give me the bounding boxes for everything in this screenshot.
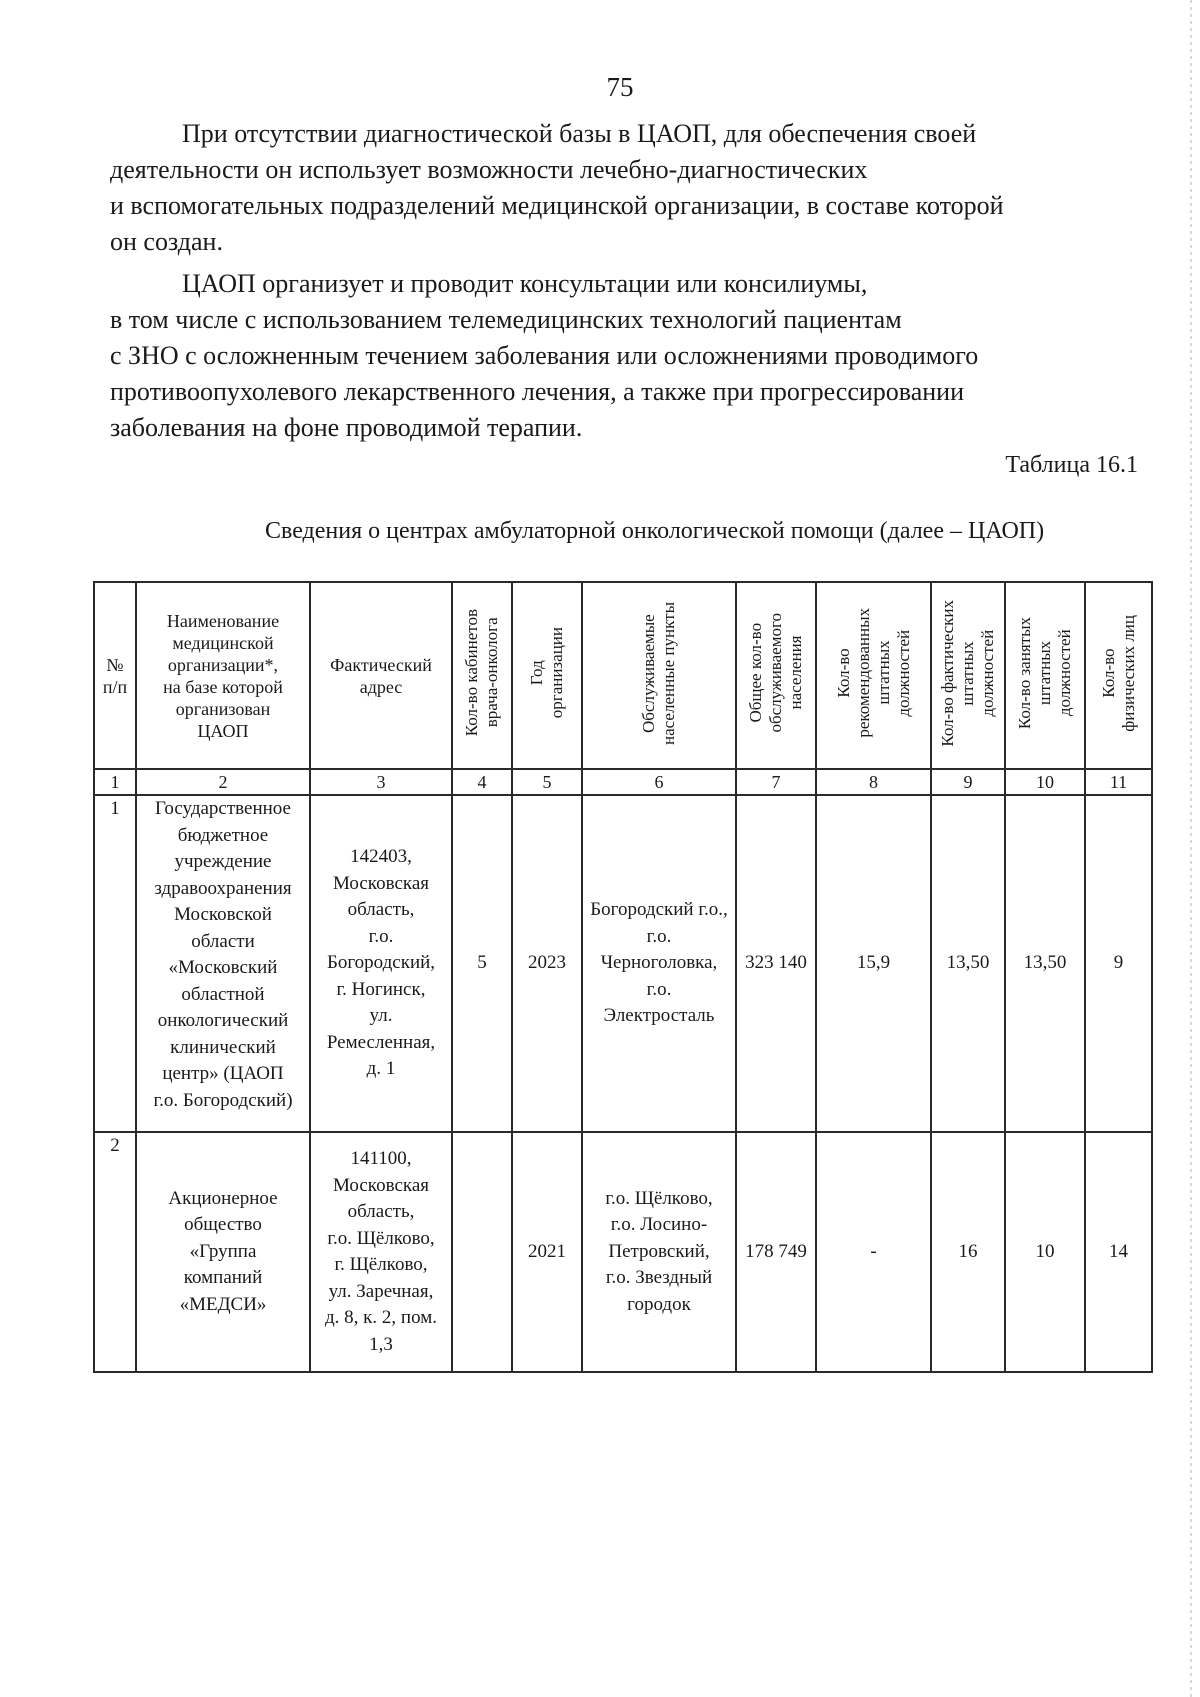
- cell-org: [136, 1132, 310, 1372]
- cell-line: 142403,: [350, 846, 412, 868]
- column-number: 10: [1005, 769, 1085, 795]
- table-header-row: [94, 582, 1152, 769]
- column-number: 11: [1085, 769, 1152, 795]
- paragraph-line: противоопухолевого лекарственного лечения, а также при прогрессировании: [110, 377, 964, 406]
- column-number: 4: [452, 769, 512, 795]
- cell-line: г.о. Богородский): [153, 1089, 293, 1111]
- header-line: обслуживаемого: [766, 613, 785, 733]
- cell-recommended: -: [816, 1132, 931, 1372]
- cell-population: 178 749: [736, 1132, 816, 1372]
- cell-org: [136, 795, 310, 1132]
- header-line: штатных: [958, 640, 977, 706]
- column-number: 5: [512, 769, 582, 795]
- cell-line: Акционерное: [168, 1187, 278, 1209]
- cell-cabinets: [452, 1132, 512, 1372]
- cell-line: клинический: [170, 1036, 276, 1058]
- header-line: Год: [527, 660, 546, 686]
- cell-line: городок: [627, 1293, 691, 1315]
- cell-persons: 14: [1085, 1132, 1152, 1372]
- column-number-row: [94, 769, 1152, 795]
- cell-line: г. Щёлково,: [334, 1254, 428, 1275]
- cell-line: г.о.: [646, 978, 672, 1000]
- cell-cabinets: 5: [452, 795, 512, 1132]
- header-line: населенные пункты: [659, 601, 678, 745]
- cell-settlements: [582, 1132, 736, 1372]
- cell-address: [310, 795, 452, 1132]
- cell-line: 141100,: [350, 1148, 412, 1169]
- cell-line: онкологический: [157, 1010, 289, 1031]
- header-line: врача-онколога: [482, 618, 501, 728]
- header-num: [94, 582, 136, 769]
- cell-line: Богородский г.о.,: [590, 899, 728, 921]
- cell-address: [310, 1132, 452, 1372]
- paragraph-line: с ЗНО с осложненным течением заболевания или осложнениями проводимого: [110, 341, 979, 370]
- cell-line: Черноголовка,: [600, 952, 718, 974]
- header-actual: [931, 582, 1005, 769]
- page-number: 75: [606, 72, 634, 102]
- header-cabinets: [452, 582, 512, 769]
- table-row: [94, 795, 1152, 1132]
- cell-recommended: 15,9: [816, 795, 931, 1132]
- header-line: Кол-во занятых: [1015, 616, 1034, 730]
- column-number: 2: [136, 769, 310, 795]
- cell-line: Государственное: [155, 798, 291, 819]
- header-line: на базе которой: [163, 676, 283, 697]
- header-line: штатных: [1035, 640, 1054, 706]
- cell-line: «Группа: [189, 1240, 257, 1262]
- header-line: Кол-во фактических: [938, 599, 957, 747]
- cell-line: 1,3: [369, 1333, 393, 1355]
- header-line: №: [106, 654, 124, 675]
- cell-line: Электросталь: [603, 1005, 715, 1027]
- paragraph-line: деятельности он использует возможности лечебно-диагностических: [110, 155, 868, 184]
- cell-line: области: [191, 930, 255, 952]
- column-number: 1: [94, 769, 136, 795]
- cell-line: область,: [347, 1201, 415, 1222]
- cell-occupied: 10: [1005, 1132, 1085, 1372]
- cell-line: г.о.: [368, 925, 394, 947]
- cell-line: компаний: [183, 1267, 263, 1289]
- header-occupied: [1005, 582, 1085, 769]
- cell-line: Богородский,: [326, 952, 436, 974]
- header-line: должностей: [978, 629, 997, 717]
- header-year: [512, 582, 582, 769]
- header-line: должностей: [893, 629, 913, 717]
- cell-line: ул. Заречная,: [328, 1280, 434, 1302]
- cell-line: г.о. Щёлково,: [327, 1227, 435, 1249]
- header-line: организации*,: [167, 654, 279, 675]
- cell-year: 2021: [512, 1132, 582, 1372]
- header-line: должностей: [1055, 629, 1074, 717]
- cell-line: д. 1: [366, 1058, 396, 1080]
- cell-line: бюджетное: [177, 824, 269, 846]
- column-number: 8: [816, 769, 931, 795]
- cell-actual: 16: [931, 1132, 1005, 1372]
- cell-line: Московская: [332, 1174, 429, 1196]
- cell-num: 2: [94, 1132, 136, 1372]
- header-line: организован: [175, 698, 271, 719]
- scan-edge-line: [1190, 0, 1192, 1697]
- column-number: 3: [310, 769, 452, 795]
- header-line: населения: [786, 636, 805, 710]
- header-line: Фактический: [330, 654, 432, 675]
- header-persons: [1085, 582, 1152, 769]
- header-line: Кол-во: [1098, 648, 1118, 698]
- paragraph-line: заболевания на фоне проводимой терапии.: [110, 413, 583, 442]
- cell-actual: 13,50: [931, 795, 1005, 1132]
- header-line: Наименование: [166, 610, 280, 631]
- paragraph-line: в том числе с использованием телемедицинских технологий пациентам: [110, 305, 902, 334]
- paragraph-line: ЦАОП организует и проводит консультации или консилиумы,: [182, 269, 868, 298]
- cell-line: г.о. Лосино-: [610, 1214, 708, 1236]
- paragraph-line: и вспомогательных подразделений медицинской организации, в составе которой: [110, 191, 1004, 220]
- header-line: медицинской: [172, 632, 274, 653]
- header-line: штатных: [873, 640, 893, 706]
- cell-population: 323 140: [736, 795, 816, 1132]
- cell-line: г.о. Щёлково,: [605, 1187, 713, 1209]
- cell-year: 2023: [512, 795, 582, 1132]
- cell-line: д. 8, к. 2, пом.: [325, 1307, 437, 1328]
- cell-line: Петровский,: [608, 1240, 710, 1262]
- header-line: физических лиц: [1118, 614, 1138, 732]
- cell-line: г.о. Звездный: [605, 1267, 713, 1289]
- cell-line: общество: [184, 1214, 262, 1236]
- cell-line: областной: [181, 983, 265, 1005]
- cell-persons: 9: [1085, 795, 1152, 1132]
- header-line: Кол-во кабинетов: [462, 609, 481, 737]
- paragraph-line: он создан.: [110, 227, 223, 256]
- table-row: [94, 1132, 1152, 1372]
- cell-line: Московская: [332, 872, 429, 894]
- column-number: 7: [736, 769, 816, 795]
- header-line: Кол-во: [833, 648, 853, 698]
- table-caption: Сведения о центрах амбулаторной онкологической помощи (далее – ЦАОП): [265, 518, 1045, 544]
- paragraph-diagnostic-base: [110, 116, 1138, 260]
- cell-occupied: 13,50: [1005, 795, 1085, 1132]
- header-line: Обслуживаемые: [639, 613, 658, 733]
- cell-line: учреждение: [174, 851, 272, 872]
- cell-line: ул.: [369, 1005, 393, 1027]
- header-recommended: [816, 582, 931, 769]
- column-number: 9: [931, 769, 1005, 795]
- cell-line: область,: [347, 899, 415, 921]
- header-line: рекомендованных: [853, 608, 873, 738]
- header-line: ЦАОП: [197, 720, 249, 741]
- header-line: п/п: [102, 676, 128, 697]
- header-population: [736, 582, 816, 769]
- caop-table: [93, 581, 1153, 1373]
- paragraph-consultations: [110, 266, 1138, 446]
- header-line: Общее кол-во: [746, 623, 765, 723]
- cell-line: Московской: [174, 904, 272, 925]
- header-address: [310, 582, 452, 769]
- cell-line: здравоохранения: [154, 877, 292, 899]
- cell-num: 1: [94, 795, 136, 1132]
- cell-line: «Московский: [168, 957, 278, 978]
- cell-line: г.о.: [646, 925, 672, 947]
- table-label: Таблица 16.1: [1005, 452, 1138, 478]
- cell-line: г. Ногинск,: [336, 978, 426, 1000]
- cell-settlements: [582, 795, 736, 1132]
- cell-line: центр» (ЦАОП: [162, 1063, 284, 1084]
- cell-line: Ремесленная,: [326, 1031, 436, 1053]
- header-line: организации: [547, 627, 566, 719]
- paragraph-line: При отсутствии диагностической базы в ЦАОП, для обеспечения своей: [182, 119, 977, 148]
- column-number: 6: [582, 769, 736, 795]
- header-org: [136, 582, 310, 769]
- header-settlements: [582, 582, 736, 769]
- header-line: адрес: [359, 676, 403, 697]
- cell-line: «МЕДСИ»: [179, 1293, 267, 1315]
